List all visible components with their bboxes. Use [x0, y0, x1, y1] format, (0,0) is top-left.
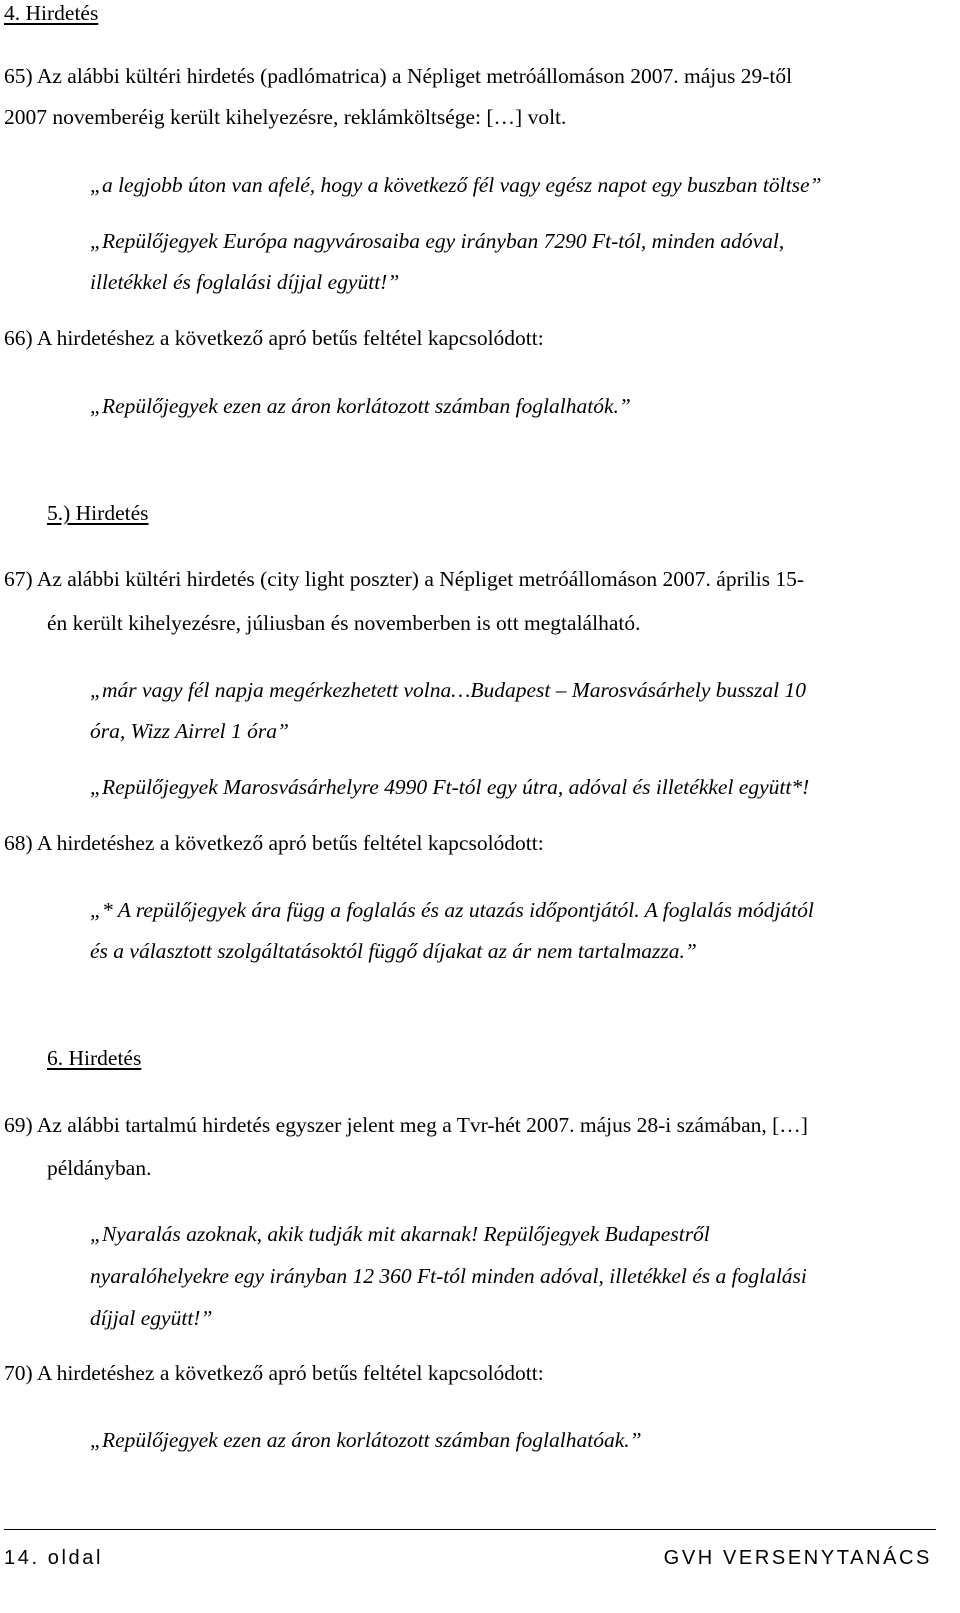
fine-print-68-line-2: és a választott szolgáltatásoktól függő díjakat az ár nem tartalmazza.”: [90, 939, 697, 963]
fine-print-68-line-1: „* A repülőjegyek ára függ a foglalás és az utazás időpontjától. A foglalás módjától: [90, 898, 814, 922]
ad-quote-67-a-line-1: „már vagy fél napja megérkezhetett volna…Budapest – Marosvásárhely busszal 10: [90, 678, 806, 702]
section-heading-6: 6. Hirdetés: [47, 1046, 142, 1070]
footer-page-number: 14. oldal: [4, 1547, 104, 1569]
fine-print-70: „Repülőjegyek ezen az áron korlátozott számban foglalhatóak.”: [90, 1428, 642, 1452]
section-heading-5: 5.) Hirdetés: [47, 501, 149, 525]
question-65-line-1: 65) Az alábbi kültéri hirdetés (padlómatrica) a Népliget metróállomáson 2007. május 29-től: [4, 64, 793, 88]
question-68-line-1: 68) A hirdetéshez a következő apró betűs feltétel kapcsolódott:: [4, 831, 544, 855]
question-70-line-1: 70) A hirdetéshez a következő apró betűs feltétel kapcsolódott:: [4, 1361, 544, 1385]
question-65-line-2: 2007 novemberéig került kihelyezésre, reklámköltsége: […] volt.: [4, 105, 567, 129]
ad-quote-65-a: „a legjobb úton van afelé, hogy a következő fél vagy egész napot egy buszban töltse”: [90, 173, 822, 197]
footer-rule: [4, 1529, 936, 1530]
question-69-line-2: példányban.: [47, 1156, 152, 1180]
question-67-line-1: 67) Az alábbi kültéri hirdetés (city light poszter) a Népliget metróállomáson 2007. április 15-: [4, 567, 805, 591]
footer-organization: GVH VERSENYTANÁCS: [663, 1547, 932, 1569]
ad-quote-69-line-3: díjjal együtt!”: [90, 1306, 213, 1330]
ad-quote-65-b-line-1: „Repülőjegyek Európa nagyvárosaiba egy irányban 7290 Ft-tól, minden adóval,: [90, 229, 785, 253]
section-heading-4: 4. Hirdetés: [4, 1, 99, 25]
question-66-line-1: 66) A hirdetéshez a következő apró betűs feltétel kapcsolódott:: [4, 326, 544, 350]
ad-quote-67-a-line-2: óra, Wizz Airrel 1 óra”: [90, 719, 289, 743]
fine-print-66: „Repülőjegyek ezen az áron korlátozott számban foglalhatók.”: [90, 394, 631, 418]
ad-quote-67-b: „Repülőjegyek Marosvásárhelyre 4990 Ft-tól egy útra, adóval és illetékkel együtt*!: [90, 775, 810, 799]
ad-quote-69-line-1: „Nyaralás azoknak, akik tudják mit akarnak! Repülőjegyek Budapestről: [90, 1222, 710, 1246]
question-67-line-2: én került kihelyezésre, júliusban és novemberben is ott megtalálható.: [47, 611, 641, 635]
question-69-line-1: 69) Az alábbi tartalmú hirdetés egyszer jelent meg a Tvr-hét 2007. május 28-i számában, […]: [4, 1113, 808, 1137]
ad-quote-65-b-line-2: illetékkel és foglalási díjjal együtt!”: [90, 270, 400, 294]
ad-quote-69-line-2: nyaralóhelyekre egy irányban 12 360 Ft-tól minden adóval, illetékkel és a foglalási: [90, 1264, 807, 1288]
